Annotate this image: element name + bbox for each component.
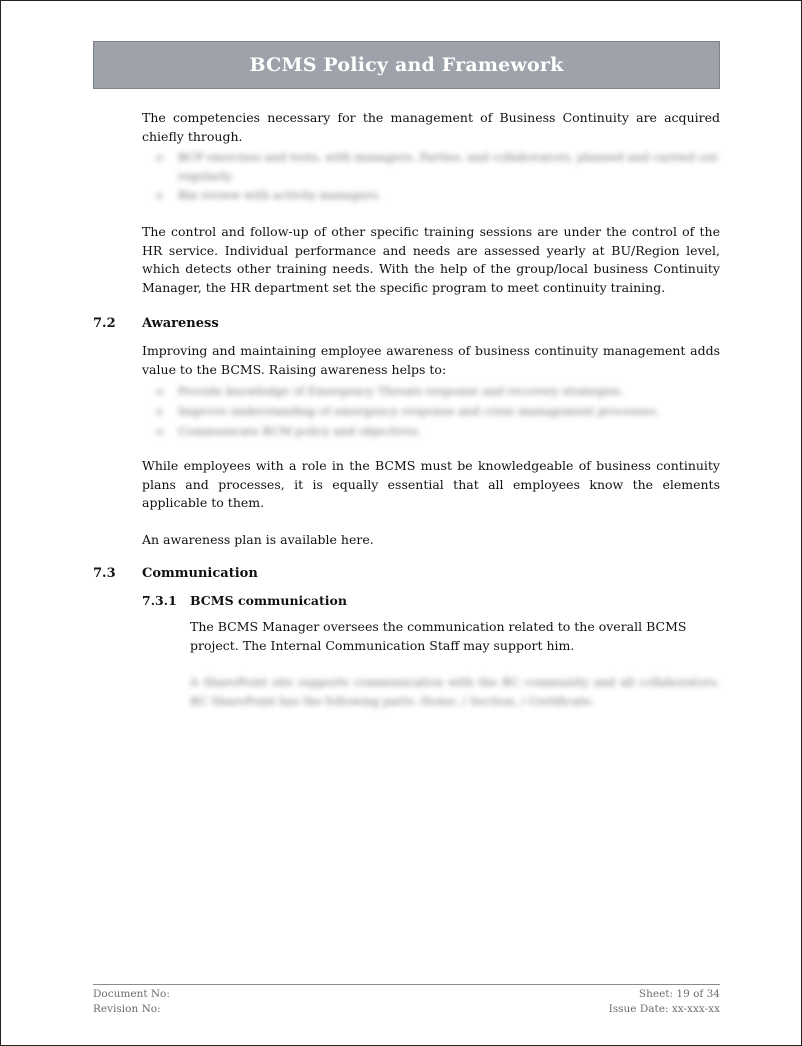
section-number: 7.2	[93, 316, 116, 331]
section-title: Awareness	[142, 316, 219, 331]
subsection-title: BCMS communication	[190, 593, 347, 608]
bullet-icon: o	[156, 384, 163, 398]
document-number-label: Document No:	[93, 988, 170, 1000]
page-title-banner	[93, 41, 720, 89]
blurred-bullet-list-1	[156, 148, 720, 205]
blurred-sharepoint-paragraph: A SharePoint site supports communication with the BC community and all collaborators. BC SharePoint has the following parts: Home, / Section, / Certificate.	[190, 675, 720, 708]
section-heading-communication	[93, 564, 720, 584]
awareness-plan-paragraph: An awareness plan is available here.	[142, 531, 374, 547]
page-footer	[93, 984, 720, 1017]
awareness-roles-paragraph: While employees with a role in the BCMS must be knowledgeable of business continuity plans and processes, it is equally essential that all employees know the elements applicable to them.	[142, 458, 720, 510]
issue-date: Issue Date: xx-xxx-xx	[608, 1003, 720, 1015]
bullet-icon: o	[156, 188, 163, 202]
bullet-icon: o	[156, 150, 163, 164]
blurred-bullet-list-2	[156, 381, 720, 441]
bcms-communication-paragraph: The BCMS Manager oversees the communication related to the overall BCMS project. The Internal Communication Staff may support him.	[190, 619, 687, 653]
subsection-number: 7.3.1	[142, 593, 177, 608]
bullet-icon: o	[156, 424, 163, 438]
section-number: 7.3	[93, 566, 116, 581]
footer-right	[609, 987, 720, 1017]
bullet-icon: o	[156, 404, 163, 418]
revision-number-label: Revision No:	[93, 1003, 161, 1015]
section-heading-awareness	[93, 314, 720, 334]
list-item: o Communicate BCM policy and objectives.	[156, 421, 720, 441]
list-item: o Provide knowledge of Emergency Threats response and recovery strategies.	[156, 381, 720, 401]
list-item: o BCP exercises and tests, with managers, Parties, and collaborators, planned and carried out regularly.	[156, 148, 720, 186]
list-item: o Improve understanding of emergency response and crisis management processes.	[156, 401, 720, 421]
sheet-number: Sheet: 19 of 34	[638, 988, 720, 1000]
document-body	[93, 109, 720, 711]
section-title: Communication	[142, 566, 258, 581]
list-item: o Bin review with activity managers.	[156, 186, 720, 205]
footer-left	[93, 987, 170, 1017]
training-paragraph: The control and follow-up of other specific training sessions are under the control of the HR service. Individual performance and needs are assessed yearly at BU/Region level, which detects other training needs. With the help of the group/local business Continuity Manager, the HR department set the specific program to meet continuity training.	[142, 224, 720, 295]
subsection-heading-bcms-communication	[142, 591, 720, 611]
awareness-paragraph: Improving and maintaining employee awareness of business continuity management adds value to the BCMS. Raising awareness helps to:	[142, 343, 720, 377]
intro-paragraph: The competencies necessary for the management of Business Continuity are acquired chiefly through.	[142, 110, 720, 144]
page-title: BCMS Policy and Framework	[249, 54, 564, 76]
